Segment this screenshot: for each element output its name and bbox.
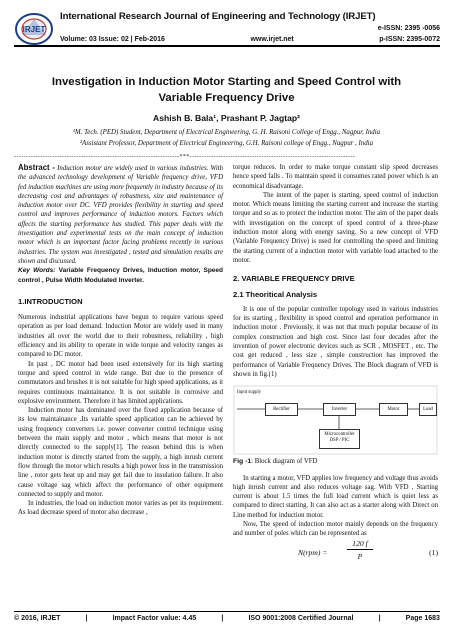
header-row-issn — [60, 25, 440, 32]
abstract — [18, 163, 223, 266]
equation-number: (1) — [429, 547, 438, 557]
intro-paragraph-2: In past , DC motor had been used extensively for its high starting torque and speed control in wide range. But due to the presence of commutators and brushes it is not suitable for high speed applications, as it requires continuous maintainance. It is not suitable in corrosive and explosive environment. Therefore it has limited applications. — [18, 360, 223, 405]
copyright: © 2016, IRJET — [14, 615, 61, 622]
svg-text:IRJET: IRJET — [22, 25, 46, 34]
title-line-2: Variable Frequency Drive — [158, 92, 295, 104]
impact-factor: Impact Factor value: 4.45 — [112, 615, 197, 622]
iso-certification: ISO 9001:2008 Certified Journal — [248, 615, 354, 622]
starting-paragraph: In starting a motor, VFD applies low frequency and voltage thus avoids high inrush current and also reduces voltage sag. With VFD , Starting current is about 1.5 times the full load current which is quiet less as compared to direct starting. It can also act as a starter along with Direct on Line method for induction motor. — [233, 474, 438, 519]
rectifier-block: Rectifier — [265, 403, 298, 416]
equation-numerator: 120 f — [347, 539, 373, 550]
paper-authors: Ashish B. Bala¹, Prashant P. Jagtap² — [153, 113, 300, 123]
theory-paragraph: It is one of the popular controller topology used in various industries for its starting , flexibility in speed control and operation performance in induction motor . Previously, it was not that much popular because of its complex construction and high cost. Since last four decades after the invention of power electronic devices such as SCR , MOSFET , etc. The cost get reduced , less size , simple construction has improved the performance of Variable Frequency Drives. The Block diagram of VFD is shown in fig.(1) — [233, 305, 438, 378]
keywords-label: Key Words: — [18, 267, 56, 275]
equation-lhs: N(rpm) = — [298, 547, 328, 557]
intro-paragraph-3: Induction motor has dominated over the fixed application because of its low maintainance .Its variable speed application can be achieved by using frequency converters i.e. power converter control technique using between the main supply and motor , which means that motor is not directly connected to the supply[1]. The reason behind this is when induction motor is directly started from the supply, a high inrush current flow through the motor which results a high power loss in the transmission line , rotor gets heat up and may get fail due to insulation failure. It also cause voltage sag which affect the performance of other equipment connected to supply and motor. — [18, 407, 223, 498]
header-rule — [14, 45, 440, 47]
keywords-list: Variable Frequency Drives, Induction motor, Speed control , Pulse Width Modulated Inverter. — [18, 267, 223, 284]
footer-divider: | — [221, 615, 224, 622]
intro-paragraph-1: Numerous industrial applications have begun to require various speed operation as per load demand. Induction Motor are widely used in many industries all over the world due to their robustness, reliability , high efficiency and its ability to operate in wide torque and velocity ranges as compared to DC motor. — [18, 314, 223, 359]
page-number: Page 1683 — [405, 615, 440, 622]
left-column — [18, 163, 223, 518]
motor-block: Motor — [379, 403, 408, 416]
load-block: Load — [419, 403, 437, 416]
abstract-heading: Abstract - — [18, 163, 55, 172]
header-row-volume — [60, 36, 440, 43]
continued-paragraph: torque reduces. In order to make torque constant slip speed decreases hence speed falls . To maintain speed it consumes rated power which is an economical disadvantage. — [233, 164, 438, 190]
right-column — [233, 163, 438, 565]
controller-block — [319, 429, 360, 449]
intent-paragraph: The intent of the paper is starting, speed control of induction motor. Which means limiting the starting current and increase the starting torque and so as to protect the induction motor. The aim of the paper deals with investigation on the concept of speed control of a three-phase induction motor along with energy saving. So a new concept of VFD (Variable Frequency Drive) is used for controlling the speed and limiting the starting current of a induction motor with variable load attached to the motor. — [233, 191, 438, 264]
section-separator: ---------------------------------------------------------------------***--------------------------------------------------------------------- — [14, 154, 356, 160]
footer-divider: | — [85, 615, 88, 622]
controller-line-1: Microcontroller — [324, 432, 355, 438]
paper-title — [20, 74, 433, 106]
volume-issue: Volume: 03 Issue: 02 | Feb-2016 — [60, 36, 165, 43]
equation-denominator: P — [357, 551, 363, 561]
introduction-heading: 1.INTRODUCTION — [18, 296, 83, 306]
inverter-block: Inverter — [323, 403, 356, 416]
p-issn: p-ISSN: 2395-0072 — [379, 36, 440, 43]
section-2-1-heading: 2.1 Theoritical Analysis — [233, 289, 318, 299]
journal-header — [14, 9, 440, 55]
input-supply-label: Input supply — [237, 390, 262, 396]
footer-divider: | — [378, 615, 381, 622]
irjet-logo — [14, 11, 54, 47]
equation-1 — [233, 539, 438, 565]
affiliations — [20, 128, 433, 149]
figure-label: Fig -1 — [233, 458, 252, 466]
intro-paragraph-4: In industries, the load on induction motor varies as per its requirement. As load decrease speed of motor also decrease , — [18, 500, 223, 517]
e-issn: e-ISSN: 2395 -0056 — [377, 25, 440, 32]
section-2-heading: 2. VARIABLE FREQUENCY DRIVE — [233, 274, 355, 284]
figure-caption — [233, 457, 438, 466]
controller-line-2: DSP / PIC — [329, 438, 350, 444]
journal-name: International Research Journal of Engineering and Technology (IRJET) — [60, 11, 376, 22]
vfd-block-diagram — [233, 385, 438, 455]
journal-website[interactable]: www.irjet.net — [250, 36, 294, 43]
page-footer — [14, 615, 440, 622]
speed-paragraph: Now, The speed of induction motor mainly depends on the frequency and number of poles which can be represented as — [233, 521, 438, 538]
abstract-body: Induction motor are widely used in various industries. With the advanced technology development of Variable frequency drive, VFD fed induction machines are using more frequently in industry because of its decreasing cost and advantages of robustness, size and maintenance of induction motor over DC. VFD provides flexibility in starting and speed control and improves performance of induction motors. Factors which affects the starting performance has studied. This paper deals with the investigation and experimental tests on the main concept of induction motor which is an important factor facing problems recently in various industries. The system was investigated , tested and simulation results are shown and discussed. — [18, 165, 223, 265]
affiliation-1: ¹M. Tech. (PED) Student, Department of Electrical Engineering, G. H. Raisoni College of Engg., Nagpur, India — [72, 129, 381, 136]
affiliation-2: ²Assistant Professor, Department of Electrical Engineering, G.H. Raisoni college of Engg., Nagpur , India — [79, 139, 374, 147]
figure-caption-text: : Block diagram of VFD — [251, 458, 318, 466]
keywords — [18, 266, 223, 285]
footer-rule — [14, 611, 440, 612]
equation-fraction — [347, 539, 373, 562]
title-line-1: Investigation in Induction Motor Starting and Speed Control with — [51, 76, 402, 88]
